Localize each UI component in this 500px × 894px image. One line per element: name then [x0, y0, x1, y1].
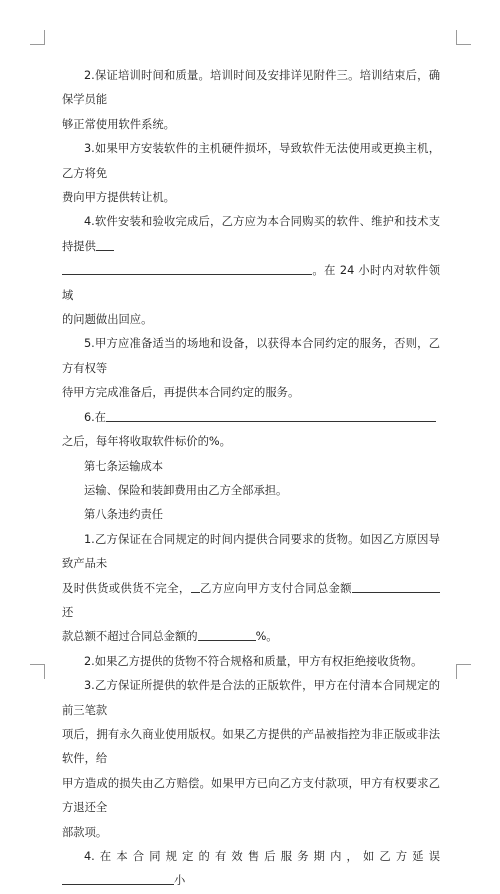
- clause-6-text: 6.在: [84, 410, 107, 424]
- crop-mark-top-left: [30, 30, 45, 45]
- fill-in-blank: [62, 872, 174, 885]
- article-8-clause-1-line-3: [62, 625, 440, 649]
- clause-3-line-2: 费向甲方提供转让机。: [62, 191, 175, 205]
- fill-in-blank: [198, 628, 256, 641]
- clause-text: %。: [255, 630, 278, 644]
- clause-4-line-1: [62, 210, 440, 259]
- article-8-heading: 第八条违约责任: [84, 508, 164, 522]
- clause-text: 及时供货或供货不完全，: [62, 581, 191, 595]
- fill-in-blank: [96, 238, 114, 251]
- clause-3-line-1: 3.如果甲方安装软件的主机硬件损坏，导致软件无法使用或更换主机，乙方将免: [62, 142, 440, 180]
- article-8-clause-3-line-2: 项后，拥有永久商业使用版权。如果乙方提供的产品被指控为非正版或非法软件，给: [62, 727, 440, 766]
- clause-text: 乙方应向甲方支付合同总金额: [199, 581, 352, 595]
- crop-mark-bottom-left: [30, 664, 45, 679]
- article-8-clause-2: 2.如果乙方提供的货物不符合规格和质量，甲方有权拒绝接收货物。: [84, 654, 423, 668]
- clause-text: 款总额不超过合同总金额的: [62, 630, 198, 644]
- clause-5-line-2: 待甲方完成准备后，再提供本合同约定的服务。: [62, 386, 300, 400]
- clause-6-line-1: [62, 406, 440, 430]
- article-7-text: 运输、保险和装卸费用由乙方全部承担。: [84, 483, 288, 497]
- clause-text: 还: [62, 605, 74, 619]
- article-8-clause-1-line-2: [62, 577, 440, 626]
- article-8-clause-4-line-1: [62, 845, 440, 894]
- fill-in-blank: [191, 580, 200, 593]
- fill-in-blank: [62, 262, 312, 275]
- document-body: [62, 64, 440, 894]
- article-8-clause-3-line-3: 甲方造成的损失由乙方赔偿。如果甲方已向乙方支付款项，甲方有权要求乙方退还全: [62, 776, 440, 815]
- crop-mark-top-right: [456, 30, 471, 45]
- article-8-clause-3-line-1: 3.乙方保证所提供的软件是合法的正版软件，甲方在付清本合同规定的前三笔款: [62, 679, 440, 717]
- clause-4-text: 4.软件安装和验收完成后，乙方应为本合同购买的软件、维护和技术支持提供: [62, 215, 440, 253]
- article-8-clause-1-line-1: 1.乙方保证在合同规定的时间内提供合同要求的货物。如因乙方原因导致产品未: [62, 532, 440, 571]
- clause-4-line-2: [62, 259, 440, 308]
- clause-4-line-3: 的问题做出回应。: [62, 313, 153, 327]
- article-8-clause-3-line-4: 部款项。: [62, 825, 108, 839]
- clause-2-line-2: 够正常使用软件系统。: [62, 117, 175, 131]
- clause-6-line-2: 之后，每年将收取软件标价的%。: [62, 435, 231, 449]
- clause-2-line-1: 2.保证培训时间和质量。培训时间及安排详见附件三。培训结束后，确保学员能: [62, 69, 440, 107]
- clause-text: 4.在本合同规定的有效售后服务期内，如乙方延误: [84, 850, 440, 863]
- fill-in-blank: [106, 409, 436, 422]
- clause-5-line-1: 5.甲方应准备适当的场地和设备，以获得本合同约定的服务，否则，乙方有权等: [62, 337, 440, 375]
- article-7-heading: 第七条运输成本: [84, 459, 164, 473]
- clause-4-text-tail: 。在 24 小时内对软件领域: [62, 264, 440, 302]
- clause-text: 小: [174, 874, 186, 888]
- fill-in-blank: [352, 580, 440, 593]
- crop-mark-bottom-right: [456, 664, 471, 679]
